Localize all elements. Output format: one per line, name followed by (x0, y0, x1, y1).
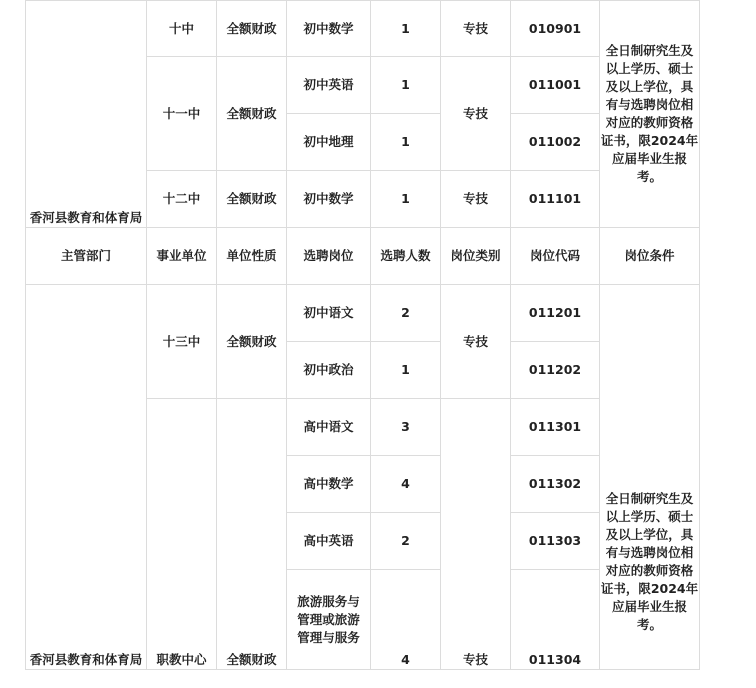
unit-cell: 十二中 (147, 171, 217, 228)
category-cell: 专技 (441, 399, 511, 670)
post-cell: 初中数学 (287, 171, 371, 228)
category-cell: 专技 (441, 171, 511, 228)
recruitment-table (25, 0, 700, 670)
code-cell: 011001 (511, 57, 600, 114)
post-cell: 初中英语 (287, 57, 371, 114)
category-cell: 专技 (441, 285, 511, 399)
condition-cell: 全日制研究生及以上学历、硕士及以上学位，具有与选聘岗位相对应的教师资格证书，限2024年应届毕业生报考。 (600, 285, 700, 670)
nature-cell: 全额财政 (217, 57, 287, 171)
unit-cell: 职教中心 (147, 399, 217, 670)
header-nature: 单位性质 (217, 228, 287, 285)
code-cell: 011201 (511, 285, 600, 342)
table-row (26, 285, 700, 342)
header-category: 岗位类别 (441, 228, 511, 285)
table-header-row (26, 228, 700, 285)
count-cell: 1 (371, 1, 441, 57)
count-cell: 1 (371, 342, 441, 399)
code-cell: 011303 (511, 513, 600, 570)
code-cell: 011002 (511, 114, 600, 171)
category-cell: 专技 (441, 1, 511, 57)
post-cell: 高中英语 (287, 513, 371, 570)
table-row (26, 1, 700, 57)
post-cell: 高中语文 (287, 399, 371, 456)
nature-cell: 全额财政 (217, 285, 287, 399)
unit-cell: 十一中 (147, 57, 217, 171)
header-code: 岗位代码 (511, 228, 600, 285)
post-cell: 初中数学 (287, 1, 371, 57)
nature-cell: 全额财政 (217, 1, 287, 57)
post-cell: 初中地理 (287, 114, 371, 171)
nature-cell: 全额财政 (217, 399, 287, 670)
code-cell: 011302 (511, 456, 600, 513)
post-cell: 高中数学 (287, 456, 371, 513)
count-cell: 4 (371, 570, 441, 670)
header-dept: 主管部门 (26, 228, 147, 285)
condition-cell: 全日制研究生及以上学历、硕士及以上学位，具有与选聘岗位相对应的教师资格证书，限2024年应届毕业生报考。 (600, 1, 700, 228)
post-cell: 旅游服务与管理或旅游管理与服务 (287, 570, 371, 670)
code-cell: 011202 (511, 342, 600, 399)
code-cell: 011301 (511, 399, 600, 456)
count-cell: 2 (371, 513, 441, 570)
post-cell: 初中语文 (287, 285, 371, 342)
unit-cell: 十中 (147, 1, 217, 57)
code-cell: 011101 (511, 171, 600, 228)
post-cell: 初中政治 (287, 342, 371, 399)
category-cell: 专技 (441, 57, 511, 171)
count-cell: 1 (371, 171, 441, 228)
count-cell: 1 (371, 57, 441, 114)
unit-cell: 十三中 (147, 285, 217, 399)
count-cell: 4 (371, 456, 441, 513)
dept-cell: 香河县教育和体育局 (26, 1, 147, 228)
count-cell: 1 (371, 114, 441, 171)
header-condition: 岗位条件 (600, 228, 700, 285)
count-cell: 3 (371, 399, 441, 456)
header-count: 选聘人数 (371, 228, 441, 285)
count-cell: 2 (371, 285, 441, 342)
nature-cell: 全额财政 (217, 171, 287, 228)
code-cell: 011304 (511, 570, 600, 670)
header-unit: 事业单位 (147, 228, 217, 285)
code-cell: 010901 (511, 1, 600, 57)
dept-cell: 香河县教育和体育局 (26, 285, 147, 670)
header-post: 选聘岗位 (287, 228, 371, 285)
